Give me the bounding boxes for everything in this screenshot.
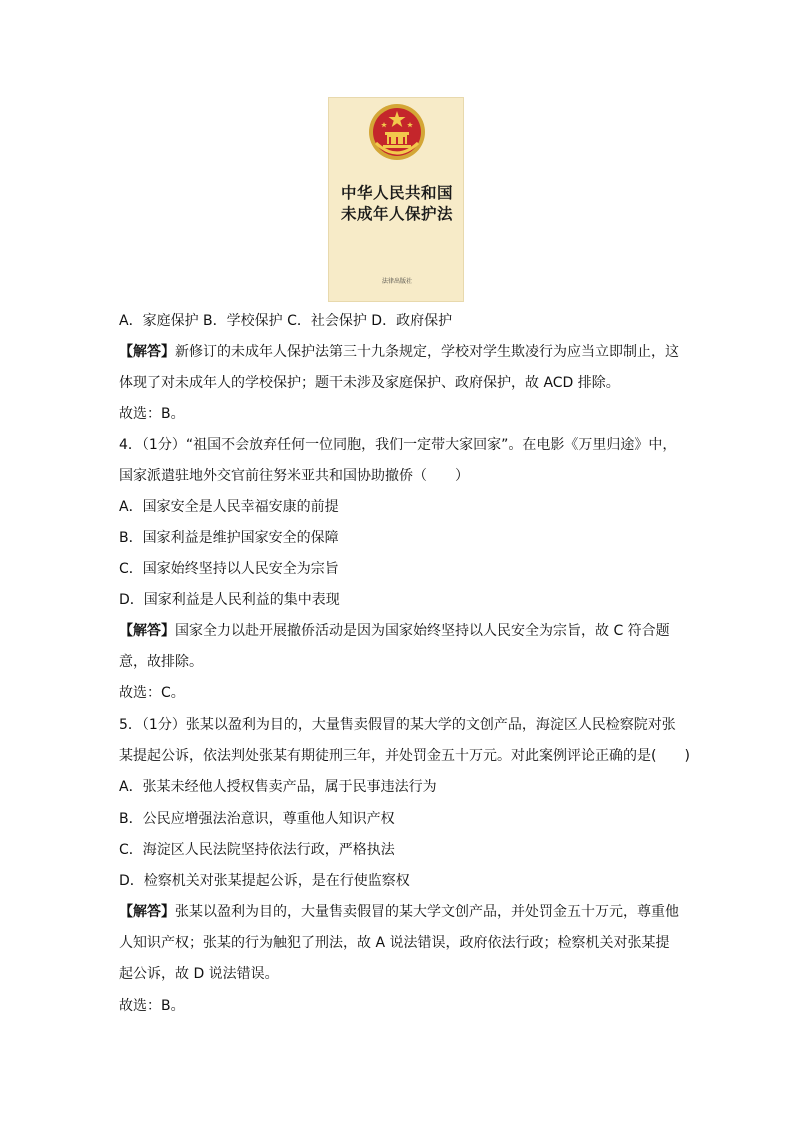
q3-options: A．家庭保护 B．学校保护 C．社会保护 D．政府保护	[119, 313, 453, 329]
answer-tag: 【解答】	[119, 623, 175, 639]
q5-option-d: D．检察机关对张某提起公诉，是在行使监察权	[119, 873, 410, 889]
q3-answer-line2: 体现了对未成年人的学校保护；题干未涉及家庭保护、政府保护，故 ACD 排除。	[119, 375, 620, 391]
q4-option-a: A．国家安全是人民幸福安康的前提	[119, 499, 339, 515]
q5-option-a: A．张某未经他人授权售卖产品，属于民事违法行为	[119, 779, 437, 795]
book-publisher: 法律出版社	[381, 278, 412, 285]
book-title-line1: 中华人民共和国	[340, 184, 453, 202]
q5-answer-line3: 起公诉，故 D 说法错误。	[119, 966, 279, 982]
answer-tag: 【解答】	[119, 344, 175, 360]
national-emblem-icon	[368, 103, 426, 161]
q4-option-c: C．国家始终坚持以人民安全为宗旨	[119, 561, 339, 577]
book-title-line2: 未成年人保护法	[340, 205, 453, 223]
q4-stem-line2: 国家派遣驻地外交官前往努米亚共和国协助撤侨（ ）	[119, 468, 469, 484]
book-cover-image	[328, 97, 464, 302]
answer-tag: 【解答】	[119, 904, 175, 920]
q4-option-d: D．国家利益是人民利益的集中表现	[119, 592, 340, 608]
q4-answer-line1: 【解答】国家全力以赴开展撤侨活动是因为国家始终坚持以人民安全为宗旨，故 C 符合题	[119, 623, 670, 639]
q5-choice: 故选：B。	[119, 998, 185, 1014]
q4-option-b: B．国家利益是维护国家安全的保障	[119, 530, 339, 546]
q5-answer-line2: 人知识产权；张某的行为触犯了刑法，故 A 说法错误，政府依法行政；检察机关对张某提	[119, 935, 670, 951]
q3-choice: 故选：B。	[119, 406, 185, 422]
q5-stem-line2: 某提起公诉，依法判处张某有期徒刑三年，并处罚金五十万元。对此案例评论正确的是( )	[119, 748, 690, 764]
q4-choice: 故选：C。	[119, 685, 185, 701]
q5-option-c: C．海淀区人民法院坚持依法行政，严格执法	[119, 842, 395, 858]
q5-stem-line1: 5．（1分）张某以盈利为目的，大量售卖假冒的某大学的文创产品，海淀区人民检察院对张	[119, 717, 676, 733]
q5-option-b: B．公民应增强法治意识，尊重他人知识产权	[119, 811, 395, 827]
q4-stem-line1: 4．（1分）“祖国不会放弃任何一位同胞，我们一定带大家回家”。在电影《万里归途》中，	[119, 437, 677, 453]
q3-answer-line1: 【解答】新修订的未成年人保护法第三十九条规定，学校对学生欺凌行为应当立即制止，这	[119, 344, 679, 360]
q5-answer-line1: 【解答】张某以盈利为目的，大量售卖假冒的某大学文创产品，并处罚金五十万元，尊重他	[119, 904, 679, 920]
q4-answer-line2: 意，故排除。	[119, 654, 203, 670]
